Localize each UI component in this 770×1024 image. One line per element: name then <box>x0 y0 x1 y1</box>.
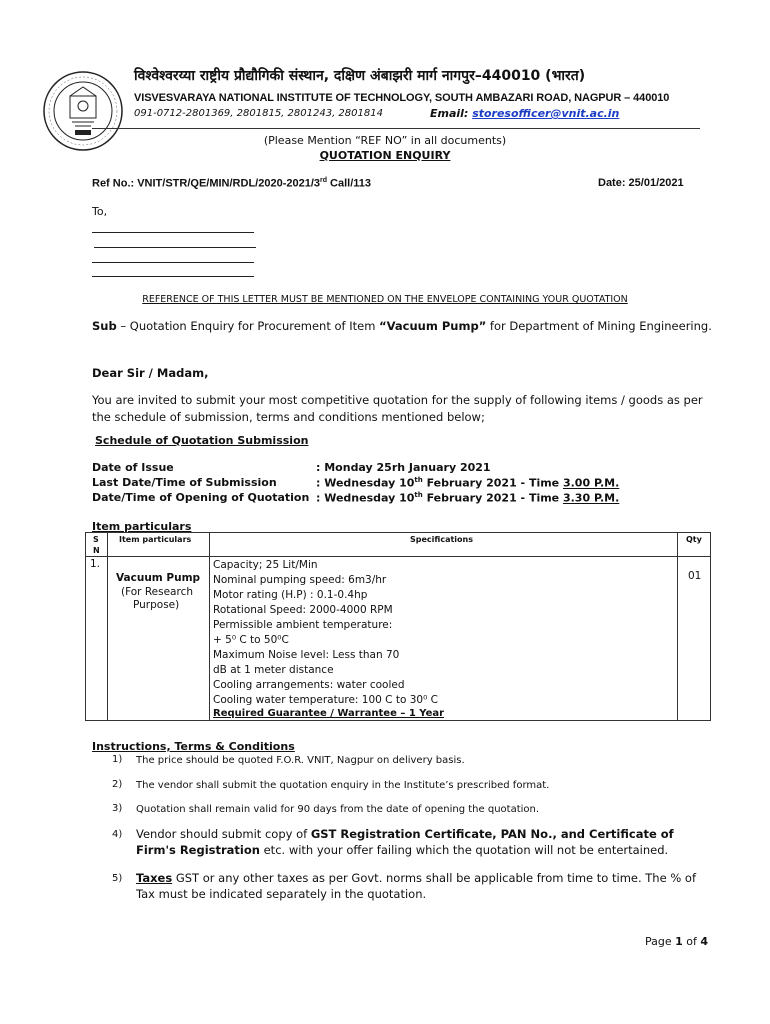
spec-line: Motor rating (H.P) : 0.1-0.4hp <box>213 589 368 601</box>
header-divider <box>92 128 700 129</box>
subject-line <box>92 318 712 335</box>
instruction-text: Quotation shall remain valid for 90 days from the date of opening the quotation. <box>136 804 540 815</box>
opening-pre: : Wednesday 10 <box>316 491 415 505</box>
page-mid: of <box>682 935 701 948</box>
submission-pre: : Wednesday 10 <box>316 476 415 490</box>
document-date: Date: 25/01/2021 <box>598 177 684 189</box>
email-label: Email: <box>430 107 469 120</box>
subject-post: for Department of Mining Engineering. <box>486 319 712 333</box>
subject-item: “Vacuum Pump” <box>379 319 487 333</box>
opening-value <box>316 491 619 505</box>
table-border <box>85 532 711 533</box>
col-header-sn: S <box>93 535 99 544</box>
instruction-text: The vendor shall submit the quotation enquiry in the Institute’s prescribed format. <box>136 780 550 791</box>
address-line <box>94 247 256 248</box>
table-border <box>677 532 678 721</box>
instruction-5-text: GST or any other taxes as per Govt. norms shall be applicable from time to time. The % of Tax must be indicated separately in the quotation. <box>136 871 696 901</box>
col-header-qty: Qty <box>686 535 702 544</box>
submission-value <box>316 476 619 490</box>
subject-label: Sub <box>92 319 117 333</box>
submission-mid: February 2021 - Time <box>422 476 563 490</box>
instructions-heading: Instructions, Terms & Conditions <box>92 740 295 753</box>
spec-line: Capacity; 25 Lit/Min <box>213 559 318 571</box>
spec-line: dB at 1 meter distance <box>213 664 334 676</box>
instruction-number: 3) <box>112 803 123 814</box>
email-block <box>430 107 619 120</box>
ref-prefix: Ref No.: VNIT/STR/QE/MIN/RDL/2020-2021/3 <box>92 177 320 190</box>
phone-numbers: 091-0712-2801369, 2801815, 2801243, 2801814 <box>134 108 383 119</box>
email-link[interactable]: storesofficer@vnit.ac.in <box>472 107 620 120</box>
table-border <box>710 532 711 721</box>
instruction-number: 4) <box>112 829 123 840</box>
intro-paragraph: You are invited to submit your most competitive quotation for the supply of following items / goods as per the schedule of submission, terms and conditions mentioned below; <box>92 393 703 424</box>
instruction-text <box>136 826 712 858</box>
ref-suffix: Call/113 <box>327 177 372 190</box>
page-number <box>645 935 708 948</box>
issue-date-value: : Monday 25rh January 2021 <box>316 461 491 474</box>
spec-line: Permissible ambient temperature: <box>213 619 393 631</box>
instruction-4-post: etc. with your offer failing which the quotation will not be entertained. <box>259 843 669 857</box>
opening-mid: February 2021 - Time <box>422 491 563 505</box>
table-border <box>85 532 86 721</box>
institute-name-address: VISVESVARAYA NATIONAL INSTITUTE OF TECHNOLOGY, SOUTH AMBAZARI ROAD, NAGPUR – 440010 <box>134 92 670 104</box>
envelope-reference-note: REFERENCE OF THIS LETTER MUST BE MENTIONED ON THE ENVELOPE CONTAINING YOUR QUOTATION <box>142 294 628 305</box>
spec-line: Maximum Noise level: Less than 70 <box>213 649 400 661</box>
instruction-number: 5) <box>112 873 123 884</box>
addressee-to: To, <box>92 205 108 218</box>
address-line <box>92 262 254 263</box>
row-item-name: Vacuum Pump <box>116 572 201 584</box>
table-border <box>85 720 711 721</box>
instruction-text: The price should be quoted F.O.R. VNIT, Nagpur on delivery basis. <box>136 755 465 766</box>
items-heading: Item particulars <box>92 520 192 533</box>
items-table <box>85 532 711 721</box>
opening-sup: th <box>414 491 423 499</box>
row-sn: 1. <box>90 558 101 570</box>
instruction-4-pre: Vendor should submit copy of <box>136 827 311 841</box>
subject-pre: – Quotation Enquiry for Procurement of Item <box>116 319 380 333</box>
address-line <box>92 232 254 233</box>
col-header-spec: Specifications <box>410 535 473 544</box>
col-header-item: Item particulars <box>119 535 192 544</box>
ref-sup: rd <box>320 177 327 184</box>
submission-label: Last Date/Time of Submission <box>92 476 277 489</box>
instruction-5-label: Taxes <box>136 871 173 885</box>
table-border <box>209 532 210 721</box>
instruction-number: 2) <box>112 779 123 790</box>
spec-line: Nominal pumping speed: 6m3/hr <box>213 574 387 586</box>
table-border <box>85 556 711 557</box>
row-item-note: Purpose) <box>133 599 180 611</box>
instruction-number: 1) <box>112 754 123 765</box>
submission-time: 3.00 P.M. <box>562 476 620 490</box>
document-title: QUOTATION ENQUIRY <box>319 149 451 162</box>
mention-ref-note: (Please Mention “REF NO” in all documents) <box>263 134 507 147</box>
page-total: 4 <box>700 935 709 948</box>
instruction-4-bold: GST Registration Certificate, PAN No., and Certificate of Firm's Registration <box>136 827 674 857</box>
address-line <box>92 276 254 277</box>
instruction-text <box>136 870 712 902</box>
table-border <box>107 532 108 721</box>
issue-date-label: Date of Issue <box>92 461 174 474</box>
reference-number <box>92 177 371 190</box>
row-item-note: (For Research <box>121 586 194 598</box>
opening-time: 3.30 P.M. <box>562 491 620 505</box>
page-pre: Page <box>645 935 676 948</box>
spec-line: Cooling water temperature: 100 C to 30⁰ C <box>213 694 438 706</box>
opening-label: Date/Time of Opening of Quotation <box>92 491 310 504</box>
salutation: Dear Sir / Madam, <box>92 366 209 380</box>
submission-sup: th <box>414 476 423 484</box>
institute-hindi-title: विश्वेश्वरय्या राष्ट्रीय प्रौद्यौगिकी संस्थान, दक्षिण अंबाझरी मार्ग नागपुर–440010 (भारत) <box>134 68 586 84</box>
col-header-sn: N <box>93 546 100 555</box>
spec-line: Cooling arrangements: water cooled <box>213 679 405 691</box>
row-qty: 01 <box>688 570 702 582</box>
page-current: 1 <box>675 935 683 948</box>
spec-line: + 5⁰ C to 50⁰C <box>213 634 289 646</box>
spec-line: Rotational Speed: 2000-4000 RPM <box>213 604 393 616</box>
spec-guarantee: Required Guarantee / Warrantee – 1 Year <box>213 708 445 719</box>
schedule-heading: Schedule of Quotation Submission <box>95 434 309 447</box>
